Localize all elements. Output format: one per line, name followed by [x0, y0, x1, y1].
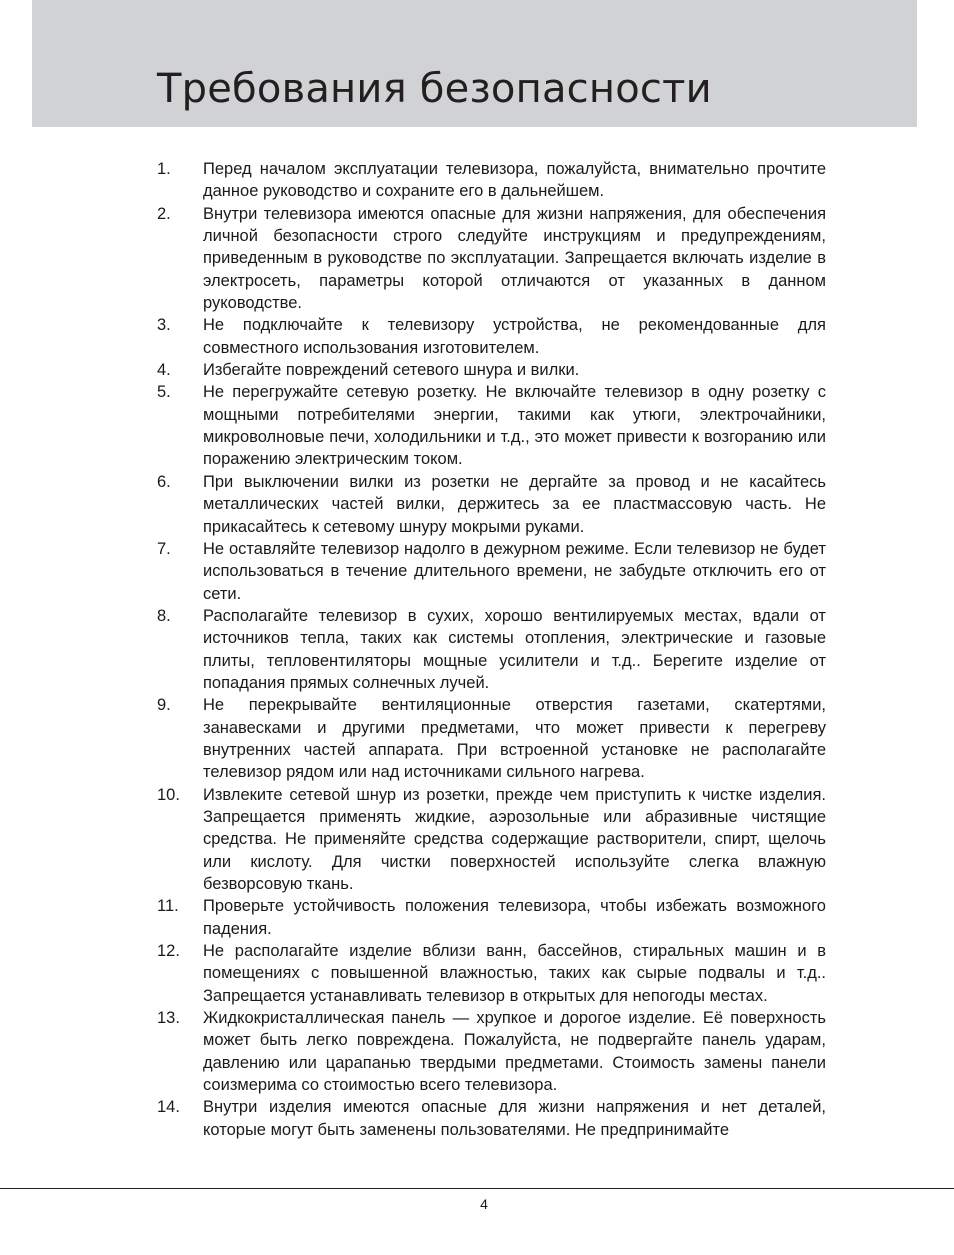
item-number: 10. [157, 785, 180, 804]
list-item [157, 471, 826, 538]
item-number: 6. [157, 472, 171, 491]
item-text: Располагайте телевизор в сухих, хорошо вентилируемых местах, вдали от источников тепла, таких как системы отопления, электрические и газовые плиты, тепловентиляторы мощные усилители и т.д.. Берегите изделие от попадания прямых солнечных лучей. [203, 606, 826, 692]
item-number: 3. [157, 316, 171, 335]
list-item [157, 158, 826, 203]
page-title: Требования безопасности [157, 66, 712, 112]
item-number: 7. [157, 539, 171, 558]
list-item [157, 940, 826, 1007]
item-number: 12. [157, 942, 180, 961]
item-text: Внутри телевизора имеются опасные для жизни напряжения, для обеспечения личной безопасности строго следуйте инструкциям и предупреждениям, приведенным в руководстве по эксплуатации. Запрещается включать изделие в электросеть, параметры которой отличаются от указанных в данном руководстве. [203, 204, 826, 313]
item-number: 14. [157, 1098, 180, 1117]
item-text: При выключении вилки из розетки не дергайте за провод и не касайтесь металлических частей вилки, держитесь за ее пластмассовую часть. Не прикасайтесь к сетевому шнуру мокрыми руками. [203, 472, 826, 536]
list-item [157, 203, 826, 315]
item-text: Проверьте устойчивость положения телевизора, чтобы избежать возможного падения. [203, 897, 826, 938]
item-text: Не оставляйте телевизор надолго в дежурном режиме. Если телевизор не будет использоваться в течение длительного времени, не забудьте отключить его от сети. [203, 539, 826, 603]
item-number: 8. [157, 606, 171, 625]
list-item [157, 694, 826, 783]
page-number: 4 [480, 1196, 488, 1212]
item-text: Избегайте повреждений сетевого шнура и вилки. [203, 361, 580, 380]
list-item [157, 359, 826, 381]
item-text: Не подключайте к телевизору устройства, не рекомендованные для совместного использования изготовителем. [203, 316, 826, 357]
item-text: Внутри изделия имеются опасные для жизни напряжения и нет деталей, которые могут быть заменены пользователями. Не предпринимайте [203, 1098, 826, 1139]
item-number: 5. [157, 383, 171, 402]
item-number: 11. [157, 897, 179, 916]
item-number: 13. [157, 1009, 180, 1028]
item-text: Не располагайте изделие вблизи ванн, бассейнов, стиральных машин и в помещениях с повышенной влажностью, таких как сырые подвалы и т.д.. Запрещается устанавливать телевизор в открытых для непогоды местах. [203, 942, 826, 1005]
item-number: 2. [157, 204, 171, 223]
safety-requirements-list [157, 158, 826, 1141]
list-item [157, 1007, 826, 1096]
list-item [157, 538, 826, 605]
item-number: 4. [157, 361, 171, 380]
list-item [157, 1096, 826, 1141]
item-text: Жидкокристаллическая панель — хрупкое и дорогое изделие. Её поверхность может быть легко повреждена. Пожалуйста, не подвергайте панель ударам, давлению или царапанью твердыми предметами. Стоимость замены панели соизмерима со стоимостью всего телевизора. [203, 1009, 826, 1095]
list-item [157, 784, 826, 896]
list-item [157, 381, 826, 470]
item-text: Не перегружайте сетевую розетку. Не включайте телевизор в одну розетку с мощными потребителями энергии, такими как утюги, электрочайники, микроволновые печи, холодильники и т.д., это может привести к возгоранию или поражению электрическим током. [203, 383, 826, 469]
item-number: 1. [157, 160, 171, 178]
item-text: Перед началом эксплуатации телевизора, пожалуйста, внимательно прочтите данное руководство и сохраните его в дальнейшем. [203, 160, 826, 201]
item-number: 9. [157, 696, 171, 715]
list-item [157, 605, 826, 694]
list-item [157, 314, 826, 359]
footer-divider [0, 1188, 954, 1189]
list-item [157, 895, 826, 940]
item-text: Не перекрывайте вентиляционные отверстия газетами, скатертями, занавесками и другими предметами, что может привести к перегреву внутренних частей аппарата. При встроенной установке не располагайте телевизор рядом или над источниками сильного нагрева. [203, 696, 826, 782]
item-text: Извлеките сетевой шнур из розетки, прежде чем приступить к чистке изделия. Запрещается применять жидкие, аэрозольные или абразивные чистящие средства. Не применяйте средства содержащие растворители, спирт, щелочь или кислоту. Для чистки поверхностей используйте слегка влажную безворсовую ткань. [203, 785, 826, 893]
